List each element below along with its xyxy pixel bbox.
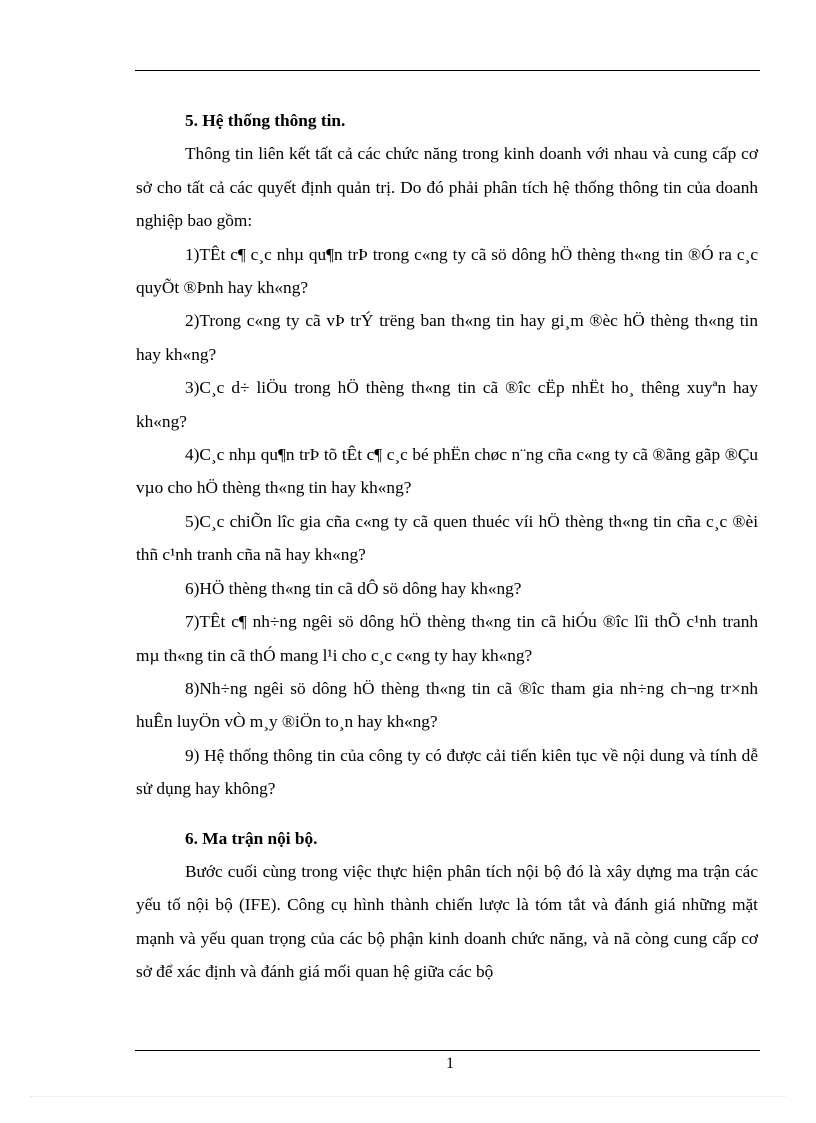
section-5-heading: 5. Hệ thống thông tin. [185, 111, 346, 130]
section-6-heading: 6. Ma trận nội bộ. [185, 828, 318, 848]
section-5-item-9: 9) Hệ thống thông tin của công ty có được cải tiến kiên tục về nội dung và tính dễ sử dụng hay không? [136, 745, 758, 799]
section-5-item-5: 5)C¸c chiÕn lîc gia cña c«ng ty cã quen thuéc víi hÖ thèng th«ng tin cña c¸c ®èi thñ c¹nh tranh cña nã hay kh«ng? [136, 511, 758, 565]
page-number: 1 [446, 1055, 454, 1072]
section-6-paragraph: Bước cuối cùng trong việc thực hiện phân tích nội bộ đó là xây dựng ma trận các yếu tố nội bộ (IFE). Công cụ hình thành chiến lược là tóm tắt và đánh giá những mặt mạnh và yếu quan trọng của các bộ phận kinh doanh chức năng, và nã còng cung cấp cơ sở để xác định và đánh giá mối quan hệ giữa các bộ [136, 861, 758, 982]
section-5-item-4: 4)C¸c nhµ qu¶n trÞ tõ tÊt c¶ c¸c bé phËn chøc n¨ng cña c«ng ty cã ®ãng gãp ®Çu vµo cho hÖ thèng th«ng tin hay kh«ng? [136, 445, 758, 498]
page-break-line [30, 1096, 786, 1097]
header-rule [135, 70, 760, 71]
section-5-item-1: 1)TÊt c¶ c¸c nhµ qu¶n trÞ trong c«ng ty cã sö dông hÖ thèng th«ng tin ®Ó ra c¸c quyÕt ®Þnh hay kh«ng? [136, 244, 758, 298]
section-5-item-2: 2)Trong c«ng ty cã vÞ trÝ trëng ban th«ng tin hay gi¸m ®èc hÖ thèng th«ng tin hay kh«ng? [136, 311, 758, 364]
section-5-item-8: 8)Nh÷ng ngêi sö dông hÖ thèng th«ng tin cã ®îc tham gia nh÷ng ch¬ng tr×nh huÊn luyÖn vÒ m¸y ®iÖn to¸n hay kh«ng? [136, 678, 758, 732]
section-5-intro: Thông tin liên kết tất cả các chức năng trong kinh doanh với nhau và cung cấp cơ sở cho tất cả các quyết định quản trị. Do đó phải phân tích hệ thống thông tin của doanh nghiệp bao gồm: [136, 144, 758, 231]
section-5-item-6: 6)HÖ thèng th«ng tin cã dÔ sö dông hay kh«ng? [185, 578, 522, 598]
section-5-item-7: 7)TÊt c¶ nh÷ng ngêi sö dông hÖ thèng th«ng tin cã hiÓu ®îc lîi thÕ c¹nh tranh mµ th«ng tin cã thÓ mang l¹i cho c¸c c«ng ty hay kh«ng? [136, 612, 758, 665]
section-5-item-3: 3)C¸c d÷ liÖu trong hÖ thèng th«ng tin cã ®îc cËp nhËt ho¸ thêng xuyªn hay kh«ng? [136, 378, 758, 431]
footer-rule [135, 1050, 760, 1051]
page-content [136, 104, 758, 989]
